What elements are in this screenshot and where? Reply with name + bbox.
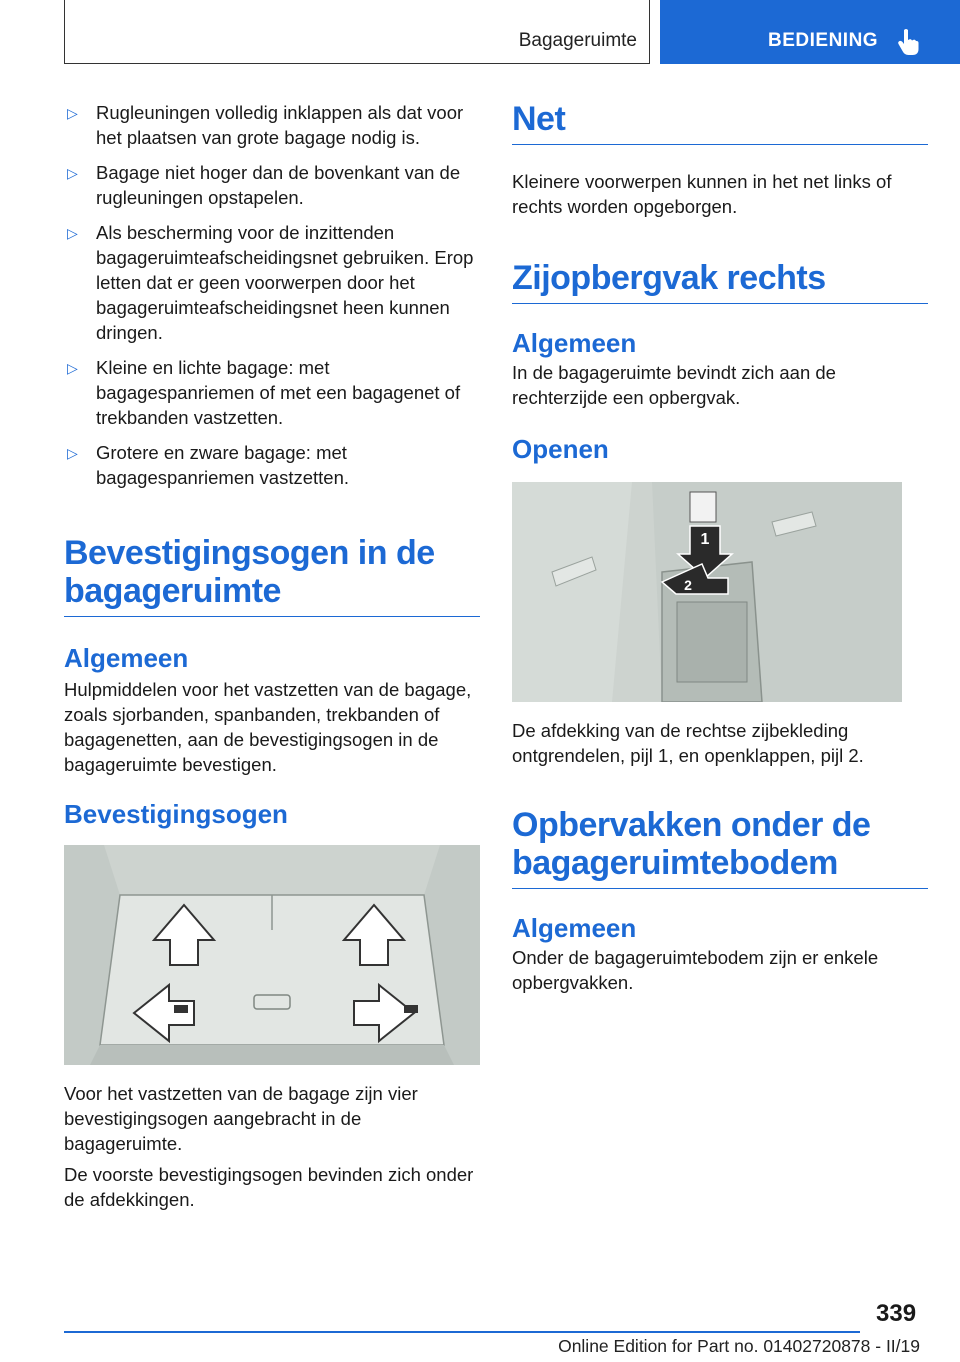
header-section-title: Bagageruimte	[518, 30, 637, 51]
arrow-label-2: 2	[684, 577, 692, 593]
right-column	[512, 100, 928, 995]
triangle-bullet-icon: ▷	[67, 360, 78, 376]
subheading-open: Openen	[512, 434, 609, 464]
triangle-bullet-icon: ▷	[67, 445, 78, 461]
instruction-list	[64, 100, 480, 490]
paragraph-net: Kleinere voorwerpen kunnen in het net links of rechts worden opgeborgen.	[512, 171, 892, 217]
caption-open: De afdekking van de rechtse zijbekleding ontgrendelen, pijl 1, en openklappen, pijl 2.	[512, 720, 864, 766]
header-chapter-title: BEDIENING	[768, 30, 879, 51]
cargo-area-illustration	[64, 845, 480, 1065]
paragraph-general: Hulpmiddelen voor het vastzetten van de bagage, zoals sjorbanden, spanbanden, trekbanden of bagagenetten, aan de bevestigingsogen in de bagageruimte bevestigen.	[64, 679, 472, 775]
section-heading-tie-downs: Bevestigingsogen in de bagageruimte	[64, 534, 480, 617]
subheading-general-underfloor: Algemeen	[512, 913, 637, 943]
subheading-general-side: Algemeen	[512, 328, 637, 358]
section-heading-side-compartment: Zijopbergvak rechts	[512, 259, 928, 304]
section-heading-underfloor: Opbervakken onder de bagageruimtebodem	[512, 806, 928, 889]
section-heading-net: Net	[512, 100, 928, 145]
list-item: ▷ Bagage niet hoger dan de bovenkant van de rugleuningen opstapelen.	[67, 162, 461, 208]
cargo-area-figure	[64, 845, 480, 1065]
triangle-bullet-icon: ▷	[67, 105, 78, 121]
list-item: ▷ Grotere en zware bagage: met bagagespanriemen vastzetten.	[67, 442, 350, 488]
list-item: ▷ Als bescherming voor de inzittenden bagageruimteafscheidingsnet gebruiken. Erop letten dat er geen voorwerpen door het bagageruimteafscheidingsnet heen kunnen dringen.	[67, 222, 474, 343]
left-column	[64, 100, 480, 1212]
triangle-bullet-icon: ▷	[67, 225, 78, 241]
side-compartment-figure	[512, 482, 902, 702]
side-compartment-illustration	[512, 482, 902, 702]
paragraph-underfloor: Onder de bagageruimtebodem zijn er enkele opbergvakken.	[512, 947, 879, 993]
footer-edition: Online Edition for Part no. 01402720878 - II/19	[558, 1336, 920, 1356]
page-number: 339	[876, 1300, 917, 1327]
arrow-label-1: 1	[700, 531, 710, 548]
header-chapter-tab	[660, 0, 960, 64]
caption-tie-downs-2: De voorste bevestigingsogen bevinden zich onder de afdekkingen.	[64, 1164, 474, 1210]
header-section-box	[64, 0, 650, 64]
footer-rule	[64, 1331, 860, 1333]
paragraph-side: In de bagageruimte bevindt zich aan de rechterzijde een opbergvak.	[512, 362, 836, 408]
subheading-tie-down-eyes: Bevestigingsogen	[64, 799, 288, 829]
hand-pointer-icon	[896, 28, 920, 56]
triangle-bullet-icon: ▷	[67, 165, 78, 181]
caption-tie-downs-1: Voor het vastzetten van de bagage zijn vier bevestigingsogen aangebracht in de bagageruimte.	[64, 1083, 418, 1154]
list-item: ▷ Rugleuningen volledig inklappen als dat voor het plaatsen van grote bagage nodig is.	[67, 102, 464, 148]
list-item: ▷ Kleine en lichte bagage: met bagagespanriemen of met een bagagenet of trekbanden vastzetten.	[67, 357, 461, 428]
subheading-general: Algemeen	[64, 643, 189, 673]
